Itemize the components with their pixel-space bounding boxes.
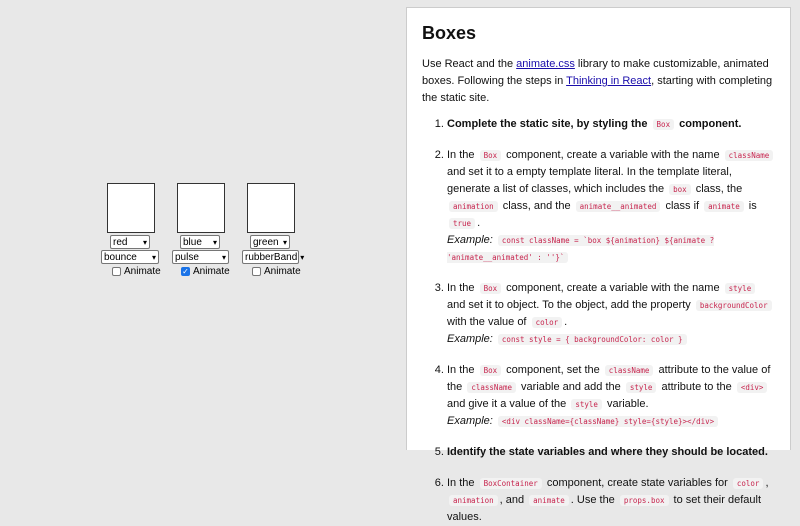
box-1 [107,183,155,233]
box-1-animate-toggle[interactable] [112,266,161,277]
box-1-animation-select[interactable] [101,250,159,264]
box-2-animate-label: Animate [193,266,230,277]
example-code: <div className={className} style={style}></div> [498,416,718,427]
chevron-down-icon: ▾ [221,252,226,262]
code-snippet: animation [449,201,498,212]
step-text: attribute to the value of the [447,364,771,393]
step-6 [447,475,776,526]
code-snippet: BoxContainer [480,478,542,489]
example-code: const className = `box ${animation} ${animate ? 'animate__animated' : ''}` [447,236,715,262]
box-2-color-value: blue [183,236,202,248]
step-text: . [477,217,481,229]
step-2 [447,147,776,266]
step-text: Complete the static site, by styling the [447,118,651,130]
box-2-color-select[interactable] [180,235,220,249]
intro-paragraph [422,56,776,107]
step-text: variable. [603,398,649,410]
steps-list [422,116,776,526]
step-text: Identify the state variables and where they should be located. [447,446,768,458]
box-2-animation-value: pulse [175,251,199,263]
code-snippet: color [733,478,764,489]
step-3 [447,280,776,348]
step-text: component. [676,118,742,130]
step-text: . Use the [570,494,618,506]
example-label: Example: [447,415,493,427]
chevron-down-icon: ▾ [212,237,217,247]
box-2 [177,183,225,233]
step-text: component, create a variable with the name [503,149,723,161]
code-snippet: <div> [737,382,768,393]
step-text: attribute to the [658,381,735,393]
step-text: , [765,477,769,489]
chevron-down-icon: ▾ [151,252,156,262]
step-text: to set their default values. [447,494,761,523]
box-2-animate-checkbox[interactable]: ✓ [182,266,189,276]
step-text: class if [662,200,703,212]
code-snippet: animate [704,201,744,212]
step-text: class, and the [499,200,574,212]
box-3-animate-checkbox[interactable] [252,267,261,276]
step-text: class, the [692,183,743,195]
demo-stage [0,0,405,450]
box-1-animate-label: Animate [124,266,161,277]
code-snippet: backgroundColor [696,300,772,311]
animate-css-link[interactable]: animate.css [516,58,575,70]
thinking-in-react-link[interactable]: Thinking in React [566,75,652,87]
step-text: variable and add the [518,381,624,393]
example-label: Example: [447,333,493,345]
code-snippet: className [467,382,516,393]
step-text: component, set the [503,364,603,376]
intro-text: library to make customizable, animated boxes. Following the steps in [422,58,769,87]
box-2-animation-select[interactable] [172,250,229,264]
step-text: . [564,316,568,328]
step-text: and set it to object. To the object, add the property [447,299,694,311]
code-snippet: true [449,218,475,229]
chevron-down-icon: ▾ [300,252,305,262]
code-snippet: props.box [620,495,669,506]
code-snippet: box [669,184,691,195]
step-text: In the [447,282,478,294]
code-snippet: color [532,317,563,328]
step-1 [447,116,776,133]
box-2-animate-toggle[interactable] [181,266,230,277]
example-label: Example: [447,234,493,246]
code-snippet: style [626,382,657,393]
instructions-panel [406,7,791,523]
box-1-color-value: red [113,236,128,248]
chevron-down-icon: ▾ [282,237,287,247]
code-snippet: Box [653,119,675,130]
example-code: const style = { backgroundColor: color } [498,334,687,345]
code-snippet: Box [480,283,502,294]
box-1-color-select[interactable] [110,235,150,249]
code-snippet: className [725,150,774,161]
step-text: In the [447,364,478,376]
code-snippet: style [571,399,602,410]
code-snippet: className [605,365,654,376]
chevron-down-icon: ▾ [142,237,147,247]
step-text: is [745,200,757,212]
code-snippet: Box [480,365,502,376]
step-text: component, create state variables for [543,477,731,489]
intro-text: , starting with completing the static site. [422,75,773,104]
code-snippet: animation [449,495,498,506]
box-3-color-value: green [253,236,279,248]
page-title: Boxes [422,23,477,43]
box-3-animate-label: Animate [264,266,301,277]
step-text: , and [499,494,528,506]
step-4 [447,362,776,430]
step-5 [447,444,776,461]
box-1-animate-checkbox[interactable] [112,267,121,276]
step-text: component, create a variable with the name [503,282,723,294]
intro-text: Use React and the [422,58,517,70]
step-text: with the value of [447,316,530,328]
box-1-animation-value: bounce [104,251,137,263]
code-snippet: animate__animated [576,201,661,212]
step-text: and set it to a empty template literal. In the template literal, generate a list of classes, which includes the [447,166,732,195]
step-text: In the [447,149,478,161]
step-text: In the [447,477,478,489]
box-3-animation-value: rubberBand [245,251,298,263]
code-snippet: animate [529,495,569,506]
code-snippet: style [725,283,756,294]
code-snippet: Box [480,150,502,161]
box-3-animation-select[interactable] [242,250,305,264]
box-3-animate-toggle[interactable] [252,266,301,277]
box-3-color-select[interactable] [250,235,290,249]
box-3 [247,183,295,233]
step-text: and give it a value of the [447,398,570,410]
